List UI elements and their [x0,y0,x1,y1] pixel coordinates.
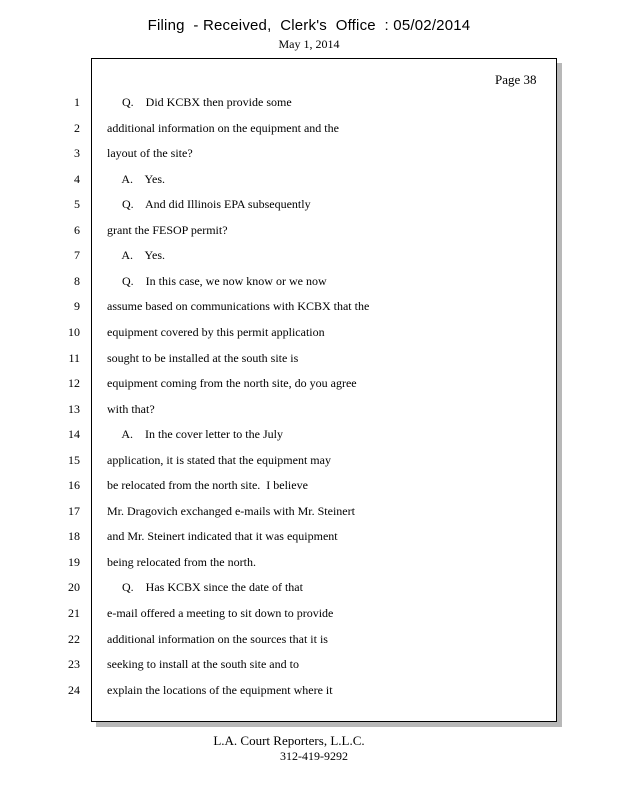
transcript-line [0,501,618,521]
transcript-line [0,526,618,546]
line-text: with that? [107,401,155,416]
transcript-line [0,118,618,138]
line-text: grant the FESOP permit? [107,222,228,237]
line-number: 18 [68,529,80,544]
line-text: layout of the site? [107,146,193,161]
line-text: additional information on the sources that it is [107,631,328,646]
transcript-line [0,296,618,316]
line-text: A. Yes. [107,171,166,186]
line-number: 23 [68,657,80,672]
transcript-line [0,322,618,342]
footer-company: L.A. Court Reporters, L.L.C. [213,733,365,748]
transcript-line [0,143,618,163]
line-text: be relocated from the north site. I believe [107,478,308,493]
line-number: 11 [68,350,80,365]
line-number: 14 [68,427,80,442]
transcript-line [0,169,618,189]
transcript-line [0,475,618,495]
line-number: 5 [74,197,80,212]
line-text: and Mr. Steinert indicated that it was equipment [107,529,338,544]
line-text: Mr. Dragovich exchanged e-mails with Mr. Steinert [107,503,355,518]
document-date: May 1, 2014 [278,37,340,51]
line-text: equipment covered by this permit application [107,324,325,339]
line-number: 12 [68,376,80,391]
transcript-line [0,245,618,265]
transcript-line [0,654,618,674]
line-number: 9 [74,299,80,314]
transcript-line [0,271,618,291]
line-text: seeking to install at the south site and to [107,657,299,672]
line-number: 22 [68,631,80,646]
line-number: 4 [74,171,80,186]
line-text: Q. And did Illinois EPA subsequently [107,197,311,212]
page-number: Page 38 [495,72,537,87]
filing-stamp: Filing - Received, Clerk's Office : 05/02/2014 [147,17,471,34]
line-text: sought to be installed at the south site is [107,350,299,365]
transcript-line [0,577,618,597]
line-text: explain the locations of the equipment where it [107,682,333,697]
line-text: Q. Has KCBX since the date of that [107,580,303,595]
line-text: assume based on communications with KCBX that the [107,299,370,314]
line-number: 8 [74,273,80,288]
line-number: 17 [68,503,80,518]
line-number: 3 [74,146,80,161]
line-number: 19 [68,554,80,569]
transcript-line [0,399,618,419]
line-number: 1 [74,95,80,109]
transcript-line [0,603,618,623]
transcript-line [0,629,618,649]
line-number: 10 [68,324,80,339]
line-number: 6 [74,222,80,237]
line-text: Q. In this case, we now know or we now [107,273,327,288]
transcript-line [0,552,618,572]
footer-phone: 312-419-9292 [280,749,348,763]
transcript-line [0,450,618,470]
transcript-line [0,348,618,368]
transcript-line [0,373,618,393]
line-text: equipment coming from the north site, do you agree [107,376,357,391]
transcript-line [0,194,618,214]
line-number: 16 [68,478,80,493]
line-text: Q. Did KCBX then provide some [107,95,292,109]
line-text: A. Yes. [107,248,166,263]
line-text: application, it is stated that the equipment may [107,452,331,467]
transcript-line [0,220,618,240]
line-number: 13 [68,401,80,416]
line-number: 7 [74,248,80,263]
line-text: e-mail offered a meeting to sit down to provide [107,606,334,620]
line-number: 24 [68,682,80,697]
line-number: 2 [74,120,80,135]
line-text: being relocated from the north. [107,554,256,569]
line-text: A. In the cover letter to the July [107,427,283,442]
transcript-line [0,92,618,112]
transcript-line [0,424,618,444]
line-number: 21 [68,606,80,620]
line-text: additional information on the equipment and the [107,120,339,135]
transcript-line [0,680,618,700]
line-number: 15 [68,452,80,467]
line-number: 20 [68,580,80,595]
